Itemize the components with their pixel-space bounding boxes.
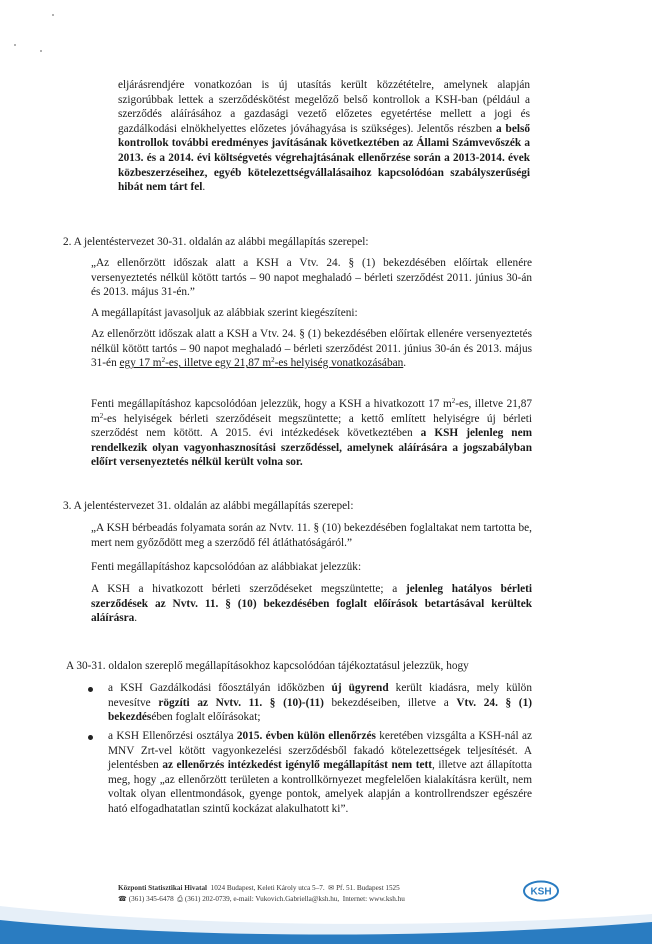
- bullet2-bold-2: az ellenőrzés intézkedést igénylő megállapítást nem tett: [162, 759, 433, 772]
- item2-amended-finding: [91, 327, 532, 371]
- amended-end: .: [403, 357, 407, 370]
- footer-pobox: Pf. 51. Budapest 1525: [336, 884, 400, 892]
- response-end: .: [134, 612, 138, 625]
- note-bold: a KSH jelenleg nem rendelkezik olyan vagyonhasznosítási szerződéssel, amelynek aláírására a jogszabályban előírt versenyeztetés nélkül került volna sor.: [91, 427, 533, 469]
- footer-wave-decoration: [0, 900, 652, 944]
- bullet-icon: [88, 735, 93, 740]
- scan-speck: [52, 14, 54, 16]
- scan-speck: [14, 44, 16, 46]
- intro-end: .: [202, 181, 206, 194]
- amended-u2: -es, illetve egy 21,87 m: [165, 357, 272, 370]
- response-text: A KSH a hivatkozott bérleti szerződéseket megszüntette; a: [91, 583, 407, 595]
- bullet2-text-c: keretében vizsgálta a KSH-nál az MNV Zrt-vel kötött vagyonkezelési szerződésből fakadó kötelezettségek teljesítését. A jelentésben: [108, 730, 532, 772]
- bullet1-text-d: bekezdéseiben, illetve a: [323, 696, 457, 709]
- intro-text: eljárásrendjére vonatkozóan is új utasítás került közzétételre, amelynek alapján szigorúbbak lettek a szerződéskötést megelőző belső kontrollok a KSH-ban (például a szerződés aláírásához a gazdasági vezető előzetes egyetértése mellett a jogi és gazdálkodási elnökhelyettes előzetes jóváhagyása is szükséges). Jelentős részben: [118, 79, 530, 135]
- intro-bold-text: a belső kontrollok további eredményes javításának következtében az Állami Számvevőszék a 2013. és a 2014. évi költségvetés végrehajtásának ellenőrzése során a 2013-2014. évek közbeszerzéseihez, egyéb kötelezettségvállalásaihoz kapcsolódóan szabályszerűségi hibát nem tárt fel: [118, 122, 531, 194]
- mailbox-icon: ✉: [328, 884, 335, 892]
- superscript: 2: [99, 411, 104, 420]
- summary-bullet-1: [108, 681, 532, 725]
- superscript: 2: [451, 397, 456, 405]
- phone-icon: ☎: [118, 895, 127, 903]
- bullet1-text-c: került kiadásra, mely külön nevesítve: [108, 682, 532, 709]
- item2-quote: „Az ellenőrzött időszak alatt a KSH a Vtv. 24. § (1) bekezdésében előírtak ellenére versenyeztetés nélkül kötött tartós – 90 napot meghaladó – bérleti szerződést 2011. június 30-án és 2013. május 31-én.”: [91, 257, 532, 299]
- item3-quote: „A KSH bérbeadás folyamata során az Nvtv. 11. § (10) bekezdésében foglaltakat nem tartotta be, mert nem győződött meg a szerződő fél átláthatóságáról.”: [91, 522, 532, 549]
- scan-speck: [40, 50, 42, 52]
- item2-note: [91, 397, 532, 470]
- footer-phone: (361) 345-6478: [128, 895, 174, 903]
- footer-email[interactable]: e-mail: Vukovich.Gabriella@ksh.hu: [233, 895, 338, 903]
- superscript: 2: [271, 356, 275, 365]
- amended-u1: egy 17 m: [119, 357, 162, 370]
- bullet2-bold-1: 2015. évben külön ellenőrzés: [236, 730, 376, 742]
- footer-address: 1024 Budapest, Keleti Károly utca 5–7.: [210, 884, 325, 892]
- footer-line-2: ☎ (361) 345-6478 ⎙ (361) 202-0739, e-mail: Vukovich.Gabriella@ksh.hu, Internet: www.ksh.hu: [118, 895, 405, 903]
- amended-underlined: [119, 356, 407, 370]
- item3-heading: 3. A jelentéstervezet 31. oldalán az alábbi megállapítás szerepel:: [63, 500, 354, 512]
- bullet1-text-a: a KSH Gazdálkodási főosztályán időközben: [108, 682, 332, 694]
- bullet-icon: [88, 687, 93, 692]
- ksh-logo-icon: [522, 880, 560, 902]
- response-bold: jelenleg hatályos bérleti szerződések az Nvtv. 11. § (10) bekezdésében foglalt előírások betartásával kerültek aláírásra: [91, 583, 532, 625]
- amended-u3: -es helyiség vonatkozásában: [274, 357, 404, 370]
- footer-fax: (361) 202-0739,: [184, 895, 232, 903]
- bullet2-text-d: , illetve azt állapította meg, hogy „az ellenőrzött területen a kontrollkörnyezet megfelelően kialakításra került, nem voltak olyan ellentmondások, gyenge pontok, amelyek alapján a kontrollrendszer egészére ható elfogadhatatlan szintű kockázat alakulhatott ki”.: [108, 759, 533, 815]
- bullet2-text-a: a KSH Ellenőrzési osztálya: [108, 730, 237, 742]
- intro-paragraph: [118, 78, 530, 195]
- bullet1-bold-1: új ügyrend: [331, 682, 389, 694]
- item3-note: Fenti megállapításhoz kapcsolódóan az alábbiakat jelezzük:: [91, 561, 362, 573]
- bullet1-bold-2: rögzíti az Nvtv. 11. § (10)-(11): [158, 696, 324, 709]
- amended-text: Az ellenőrzött időszak alatt a KSH a Vtv. 24. § (1) bekezdésében előírtak ellenére versenyeztetés nélkül kötött tartós – 90 napot meghaladó – bérleti szerződést 2011. június 30-án és 2013. május 31-én: [91, 328, 532, 370]
- fax-icon: ⎙: [177, 895, 184, 903]
- bullet1-bold-3: Vtv. 24. § (1) bekezdés: [108, 696, 532, 724]
- note-text-a: Fenti megállapításhoz kapcsolódóan jelezzük, hogy a KSH a hivatkozott 17 m: [91, 398, 452, 410]
- footer-org: Központi Statisztikai Hivatal: [118, 884, 208, 892]
- item3-response: [91, 582, 532, 626]
- item2-proposal: A megállapítást javasoljuk az alábbiak szerint kiegészíteni:: [91, 307, 358, 319]
- summary-bullet-2: [108, 729, 532, 817]
- note-text-b: -es, illetve 21,87 m: [91, 398, 532, 425]
- footer-web[interactable]: Internet: www.ksh.hu: [342, 895, 405, 903]
- item2-heading: 2. A jelentéstervezet 30-31. oldalán az alábbi megállapítás szerepel:: [63, 236, 369, 248]
- superscript: 2: [161, 356, 166, 365]
- footer-line-1: [118, 883, 538, 894]
- logo-text: KSH: [530, 886, 552, 898]
- note-text-c: -es helyiségek bérleti szerződéseit megszüntette; a kettő említett helyiségre új bérleti szerződést nem kötött. A 2015. évi intézkedések következtében: [91, 412, 532, 440]
- bullet1-text-e: ében foglalt előírásokat;: [151, 711, 261, 724]
- summary-intro: A 30-31. oldalon szereplő megállapításokhoz kapcsolódóan tájékoztatásul jelezzük, hogy: [66, 660, 469, 672]
